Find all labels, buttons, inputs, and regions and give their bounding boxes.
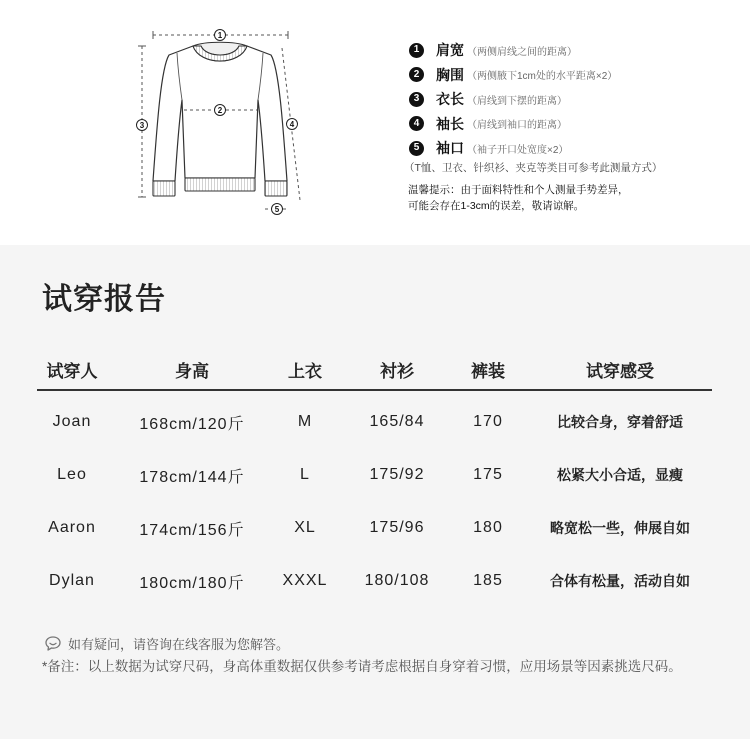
- table-header: [37, 349, 725, 389]
- cell-top-size: XXXL: [282, 572, 328, 589]
- legend-label: 袖口: [436, 140, 464, 157]
- cell-tester: Joan: [52, 413, 92, 430]
- measurement-tip: [408, 182, 629, 214]
- legend-description: （袖子开口处宽度×2）: [467, 144, 569, 156]
- cell-shirt-size: 165/84: [369, 413, 425, 430]
- fit-report-section: [0, 245, 750, 739]
- column-header-top-size: 上衣: [288, 361, 322, 381]
- table-row: [37, 449, 725, 502]
- table-row: [37, 555, 725, 608]
- remark-note: *备注：以上数据为试穿尺码，身高体重数据仅供参考请考虑根据自身穿着习惯，应用场景等因素挑选尺码。: [42, 659, 682, 674]
- sweatshirt-diagram: [0, 0, 400, 245]
- table-row: [37, 396, 725, 449]
- cell-shirt-size: 180/108: [364, 572, 430, 589]
- table-body: [37, 396, 725, 608]
- marker-4: [287, 119, 298, 130]
- cell-pants-size: 185: [473, 572, 503, 589]
- legend-label: 肩宽: [436, 42, 464, 59]
- cell-top-size: L: [300, 466, 310, 483]
- table-row: [37, 502, 725, 555]
- cell-fit-feedback: 松紧大小合适，显瘦: [557, 467, 683, 483]
- cell-height-weight: 174cm/156斤: [139, 521, 245, 539]
- legend-item-length: [408, 87, 617, 112]
- marker-2: [215, 105, 226, 116]
- marker-1: [215, 30, 226, 41]
- measurement-legend: [408, 38, 617, 161]
- cell-pants-size: 170: [473, 413, 503, 430]
- measurement-guide-section: [0, 0, 750, 245]
- cell-pants-size: 180: [473, 519, 503, 536]
- help-text: 如有疑问，请咨询在线客服为您解答。: [68, 636, 290, 652]
- legend-item-cuff: [408, 136, 617, 161]
- column-header-shirt-size: 衬衫: [380, 361, 414, 381]
- marker-number: 4: [289, 120, 295, 129]
- cell-top-size: XL: [294, 519, 316, 536]
- tip-line: 温馨提示：由于面料特性和个人测量手势差异，: [408, 184, 629, 196]
- customer-service-icon: [44, 635, 62, 651]
- cell-top-size: M: [297, 413, 313, 430]
- column-header-fit-feedback: 试穿感受: [586, 361, 654, 381]
- marker-3: [137, 120, 148, 131]
- cell-pants-size: 175: [473, 466, 503, 483]
- cell-fit-feedback: 比较合身，穿着舒适: [557, 414, 683, 430]
- tip-line: 可能会存在1-3cm的误差，敬请谅解。: [408, 200, 585, 212]
- section-title: 试穿报告: [42, 283, 166, 316]
- legend-description: （肩线到下摆的距离）: [467, 95, 567, 107]
- cell-tester: Aaron: [48, 519, 96, 536]
- column-header-pants-size: 裤装: [471, 361, 505, 381]
- cell-fit-feedback: 略宽松一些，伸展自如: [550, 520, 690, 536]
- marker-number: 2: [217, 106, 223, 115]
- help-row: [44, 635, 289, 651]
- cell-height-weight: 168cm/120斤: [139, 415, 245, 433]
- cell-height-weight: 178cm/144斤: [139, 468, 245, 486]
- sweatshirt-icon: [153, 42, 287, 196]
- legend-item-sleeve: [408, 112, 617, 137]
- legend-number: 3: [409, 92, 424, 107]
- legend-number: 5: [409, 141, 424, 156]
- cell-fit-feedback: 合体有松量，活动自如: [550, 573, 690, 589]
- legend-number: 1: [409, 43, 424, 58]
- marker-number: 3: [139, 121, 145, 130]
- marker-number: 5: [274, 205, 280, 214]
- cell-tester: Dylan: [49, 572, 95, 589]
- measurement-applicability-note: （T恤、卫衣、针织衫、夹克等类目可参考此测量方式）: [404, 162, 663, 174]
- legend-description: （两侧肩线之间的距离）: [467, 46, 577, 58]
- cell-height-weight: 180cm/180斤: [139, 574, 245, 592]
- cell-shirt-size: 175/92: [369, 466, 425, 483]
- legend-label: 胸围: [436, 66, 464, 83]
- legend-item-shoulder: [408, 38, 617, 63]
- cell-tester: Leo: [57, 466, 87, 483]
- fit-report-table: [37, 349, 725, 608]
- legend-label: 袖长: [436, 115, 464, 132]
- cell-shirt-size: 175/96: [369, 519, 425, 536]
- marker-5: [272, 204, 283, 215]
- legend-number: 2: [409, 67, 424, 82]
- legend-number: 4: [409, 116, 424, 131]
- legend-description: （两侧腋下1cm处的水平距离×2）: [467, 71, 618, 83]
- legend-label: 衣长: [436, 91, 464, 108]
- legend-description: （肩线到袖口的距离）: [467, 120, 567, 132]
- marker-number: 1: [217, 31, 223, 40]
- column-header-tester: 试穿人: [46, 361, 98, 381]
- legend-item-chest: [408, 63, 617, 88]
- header-divider: [37, 389, 712, 391]
- column-header-height-weight: 身高: [175, 361, 209, 381]
